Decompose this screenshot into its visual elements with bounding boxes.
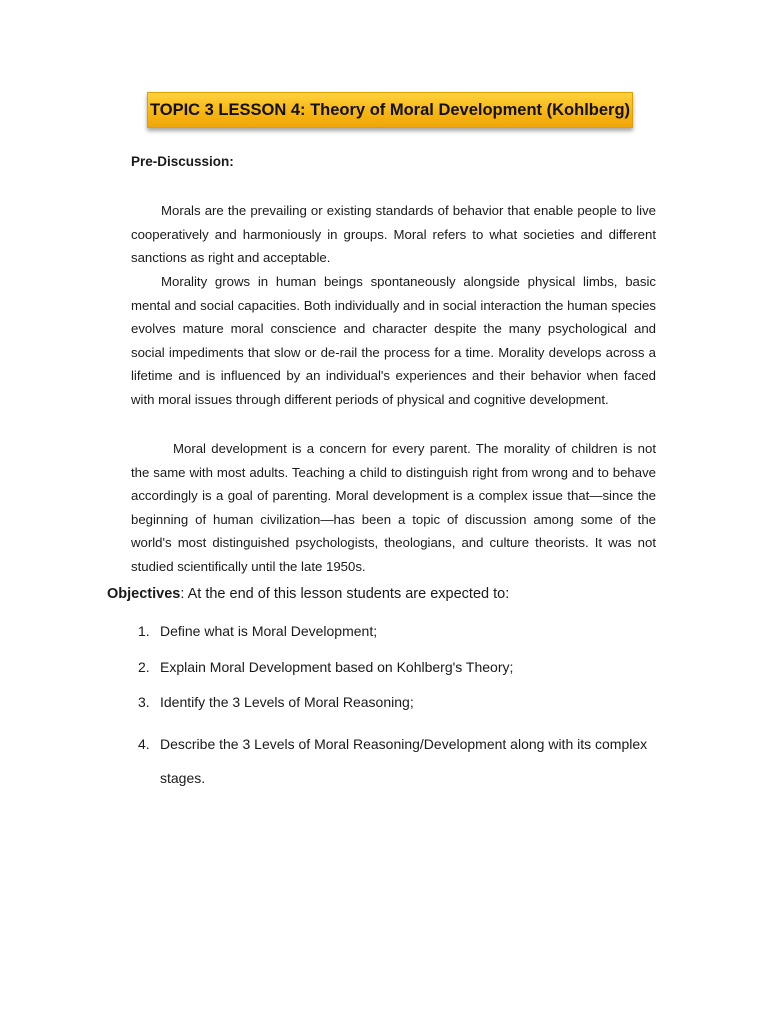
lesson-title-banner: [147, 92, 633, 128]
objective-text: Define what is Moral Development;: [160, 623, 378, 639]
objectives-list: [138, 620, 678, 807]
paragraph-moral-development: [131, 437, 656, 578]
objective-number: 3.: [138, 694, 150, 710]
objective-text: Describe the 3 Levels of Moral Reasoning/Development along with its complex stages.: [160, 735, 648, 786]
objective-item: [138, 727, 678, 795]
objective-number: 1.: [138, 623, 150, 639]
paragraph-text: Morals are the prevailing or existing standards of behavior that enable people to live cooperatively and harmoniously in groups. Moral refers to what societies and different sanctions as right and acceptable.: [131, 203, 656, 265]
objectives-heading: [107, 586, 509, 602]
paragraph-text: Moral development is a concern for every parent. The morality of children is not the same with most adults. Teaching a child to distinguish right from wrong and to behave accordingly is a goal of parenting. Moral development is a complex issue that—since the beginning of human civilization—has been a topic of discussion among some of the world's most distinguished psychologists, theologians, and culture theorists. It was not studied scientifically until the late 1950s.: [131, 441, 656, 574]
pre-discussion-heading: Pre-Discussion:: [131, 154, 234, 169]
paragraph-morality: [131, 270, 656, 411]
objectives-intro: : At the end of this lesson students are expected to:: [180, 586, 510, 602]
paragraph-text: Morality grows in human beings spontaneously alongside physical limbs, basic mental and social capacities. Both individually and in social interaction the human species evolves mature moral conscience and character despite the many psychological and social impediments that slow or de-rail the process for a time. Morality develops across a lifetime and is influenced by an individual's experiences and their behavior when faced with moral issues through different periods of physical and cognitive development.: [131, 274, 656, 407]
objective-text: Identify the 3 Levels of Moral Reasoning;: [160, 694, 414, 710]
objective-item: [138, 656, 678, 679]
paragraph-morals: [131, 199, 656, 270]
objective-number: 4.: [138, 735, 150, 752]
objective-item: [138, 620, 678, 643]
objective-item: [138, 691, 678, 714]
objectives-label: Objectives: [107, 586, 181, 602]
lesson-title: TOPIC 3 LESSON 4: Theory of Moral Development (Kohlberg): [149, 100, 631, 119]
objective-text: Explain Moral Development based on Kohlberg's Theory;: [160, 658, 514, 675]
objective-number: 2.: [138, 658, 150, 675]
